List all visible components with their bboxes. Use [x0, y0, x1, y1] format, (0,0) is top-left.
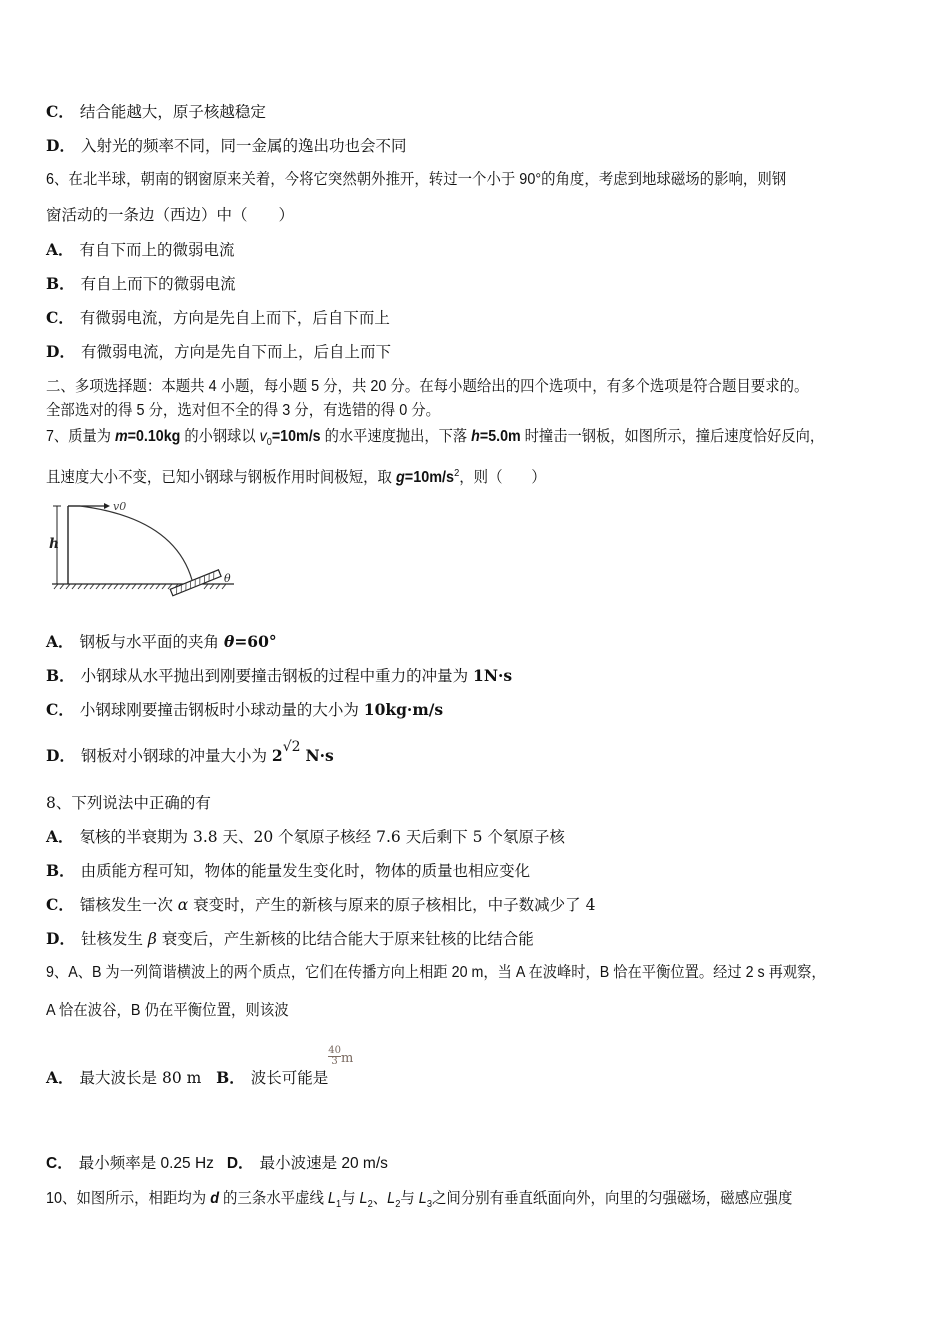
- text: 7、质量为: [46, 428, 115, 445]
- value: =10m/s: [271, 428, 321, 445]
- option-text: 氡核的半衰期为 3.8 天、20 个氡原子核经 7.6 天后剩下 5 个氡原子核: [79, 828, 565, 846]
- option-text: 有自下而上的微弱电流: [79, 241, 235, 259]
- q7-stem-line1: [46, 427, 824, 453]
- greek-alpha: α: [177, 896, 189, 914]
- option-label: C．: [46, 700, 74, 719]
- q7-option-d: [46, 739, 334, 767]
- q7-option-b: [46, 666, 512, 686]
- option-text: 最大波长是 80 m: [79, 1069, 202, 1087]
- var-theta: θ: [223, 632, 235, 651]
- subscript: 2: [367, 1199, 373, 1211]
- option-label: C．: [46, 102, 74, 121]
- fraction: [328, 1046, 341, 1067]
- unit: N·s: [305, 746, 334, 765]
- option-text: 钢板对小钢球的冲量大小为: [80, 747, 272, 765]
- option-label: B．: [46, 666, 75, 685]
- option-text: 有微弱电流，方向是先自上而下，后自下而上: [79, 309, 390, 327]
- text: 时撞击一钢板，如图所示，撞后速度恰好反向，: [520, 428, 825, 445]
- option-label: D．: [46, 342, 75, 361]
- option-text: 波长可能是: [250, 1069, 329, 1087]
- option-text: 入射光的频率不同，同一金属的逸出功也会不同: [80, 137, 407, 155]
- q6-option-c: [46, 308, 390, 328]
- option-text: 最小频率是 0.25 Hz: [78, 1155, 214, 1172]
- option-label: C．: [46, 308, 74, 327]
- option-label: D．: [46, 746, 75, 765]
- superscript: 2: [454, 468, 460, 479]
- var-m: m: [114, 428, 128, 445]
- q6-stem-line1: 6、在北半球，朝南的钢窗原来关着，今将它突然朝外推开，转过一个小于 90°的角度，考虑到地球磁场的影响，则钢: [46, 171, 787, 188]
- numerator: 40: [328, 1045, 341, 1056]
- q9-stem-line1: 9、A、B 为一列简谐横波上的两个质点，它们在传播方向上相距 20 m，当 A 在波峰时，B 恰在平衡位置。经过 2 s 再观察，: [46, 964, 826, 981]
- var-v: v: [259, 428, 267, 445]
- option-text: 钍核发生: [80, 930, 148, 948]
- option-text: 镭核发生一次: [79, 896, 178, 914]
- option-text: 钢板与水平面的夹角: [79, 633, 224, 651]
- steel-plate: [170, 570, 221, 596]
- greek-beta: β: [147, 930, 157, 948]
- q5-option-d: [46, 136, 406, 156]
- q8-option-a: [46, 827, 565, 847]
- q6-option-b: [46, 274, 236, 294]
- option-text: 由质能方程可知，物体的能量发生变化时，物体的质量也相应变化: [80, 862, 531, 880]
- text: ，则（ ）: [459, 469, 546, 487]
- value: =5.0m: [479, 428, 521, 445]
- var-d: d: [210, 1190, 220, 1207]
- text: 的小钢球以: [180, 428, 260, 445]
- value: 10kg·m/s: [363, 700, 444, 719]
- var-h: h: [471, 428, 480, 445]
- option-text: 有自上而下的微弱电流: [80, 275, 236, 293]
- subscript: 2: [395, 1199, 401, 1211]
- q6-stem-line2: 窗活动的一条边（西边）中（ ）: [46, 207, 295, 224]
- option-text: 衰变后，产生新核的比结合能大于原来钍核的比结合能: [156, 930, 534, 948]
- option-text: 有微弱电流，方向是先自下而上，后自上而下: [80, 343, 391, 361]
- section2-instructions-line2: 全部选对的得 5 分，选对但不全的得 3 分，有选错的得 0 分。: [46, 402, 441, 419]
- q8-option-b: [46, 861, 530, 881]
- unit: m: [340, 1051, 354, 1066]
- option-label: B．: [46, 861, 75, 880]
- option-label: A．: [46, 240, 74, 259]
- option-label: C．: [46, 1155, 73, 1172]
- value: =0.10kg: [127, 428, 181, 445]
- option-label: D．: [226, 1155, 254, 1172]
- q5-option-c: [46, 102, 266, 122]
- option-text: 结合能越大，原子核越稳定: [79, 103, 266, 121]
- section2-instructions-line1: 二、多项选择题：本题共 4 小题，每小题 5 分，共 20 分。在每小题给出的四个选项中，有多个选项是符合题目要求的。: [46, 378, 809, 395]
- q9-stem-line2: A 恰在波谷，B 仍在平衡位置，则该波: [46, 1002, 289, 1019]
- var-L: L: [359, 1190, 368, 1207]
- var-L: L: [327, 1190, 336, 1207]
- q8-option-c: [46, 895, 595, 915]
- option-label: A．: [46, 1068, 74, 1087]
- label-h: h: [49, 536, 60, 552]
- subscript: 1: [335, 1199, 342, 1211]
- q7-option-c: [46, 700, 443, 720]
- option-text: 小钢球从水平抛出到刚要撞击钢板的过程中重力的冲量为: [80, 667, 474, 685]
- denominator: 3: [331, 1056, 338, 1067]
- text: 与: [341, 1190, 360, 1207]
- option-text: 衰变时，产生的新核与原来的原子核相比，中子数减少了 4: [188, 896, 596, 914]
- option-label: C．: [46, 895, 74, 914]
- text: 的三条水平虚线: [219, 1190, 328, 1207]
- q7-stem-line2: [46, 464, 546, 488]
- subscript: 3: [426, 1199, 432, 1211]
- text: 10、如图所示，相距均为: [46, 1190, 211, 1207]
- option-label: A．: [46, 632, 74, 651]
- option-label: A．: [46, 827, 74, 846]
- option-label: D．: [46, 929, 75, 948]
- var-L: L: [387, 1190, 396, 1207]
- text: 的水平速度抛出，下落: [320, 428, 472, 445]
- text: 、: [372, 1190, 388, 1207]
- q9-options-cd: [46, 1154, 388, 1174]
- text: 且速度大小不变，已知小钢球与钢板作用时间极短，取: [46, 469, 396, 487]
- q10-stem-line1: [46, 1189, 792, 1215]
- projectile-diagram: [44, 496, 244, 600]
- var-L: L: [418, 1190, 427, 1207]
- option-text: 最小波速是 20 m/s: [259, 1155, 388, 1172]
- value: =60°: [234, 632, 277, 651]
- text: 与: [400, 1190, 419, 1207]
- option-text: 小钢球刚要撞击钢板时小球动量的大小为: [79, 701, 364, 719]
- label-theta: θ: [224, 572, 231, 585]
- sqrt-symbol: √2: [282, 739, 301, 755]
- q6-option-d: [46, 342, 391, 362]
- option-label: D．: [46, 136, 75, 155]
- projectile-figure-svg: [44, 496, 244, 600]
- q6-option-a: [46, 240, 235, 260]
- var-g: g: [395, 469, 405, 487]
- subscript: 0: [266, 437, 272, 449]
- q9-options-ab: [46, 1045, 354, 1090]
- value: =10m/s: [404, 469, 455, 487]
- label-v0: v0: [113, 500, 127, 513]
- option-label: B．: [216, 1068, 245, 1087]
- text: 之间分别有垂直纸面向外，向里的匀强磁场，磁感应强度: [431, 1190, 793, 1207]
- q8-option-d: [46, 929, 534, 949]
- q8-stem: 8、下列说法中正确的有: [46, 794, 211, 812]
- value: 2: [271, 746, 283, 765]
- option-label: B．: [46, 274, 75, 293]
- value: 1N·s: [473, 666, 513, 685]
- q7-option-a: [46, 632, 277, 652]
